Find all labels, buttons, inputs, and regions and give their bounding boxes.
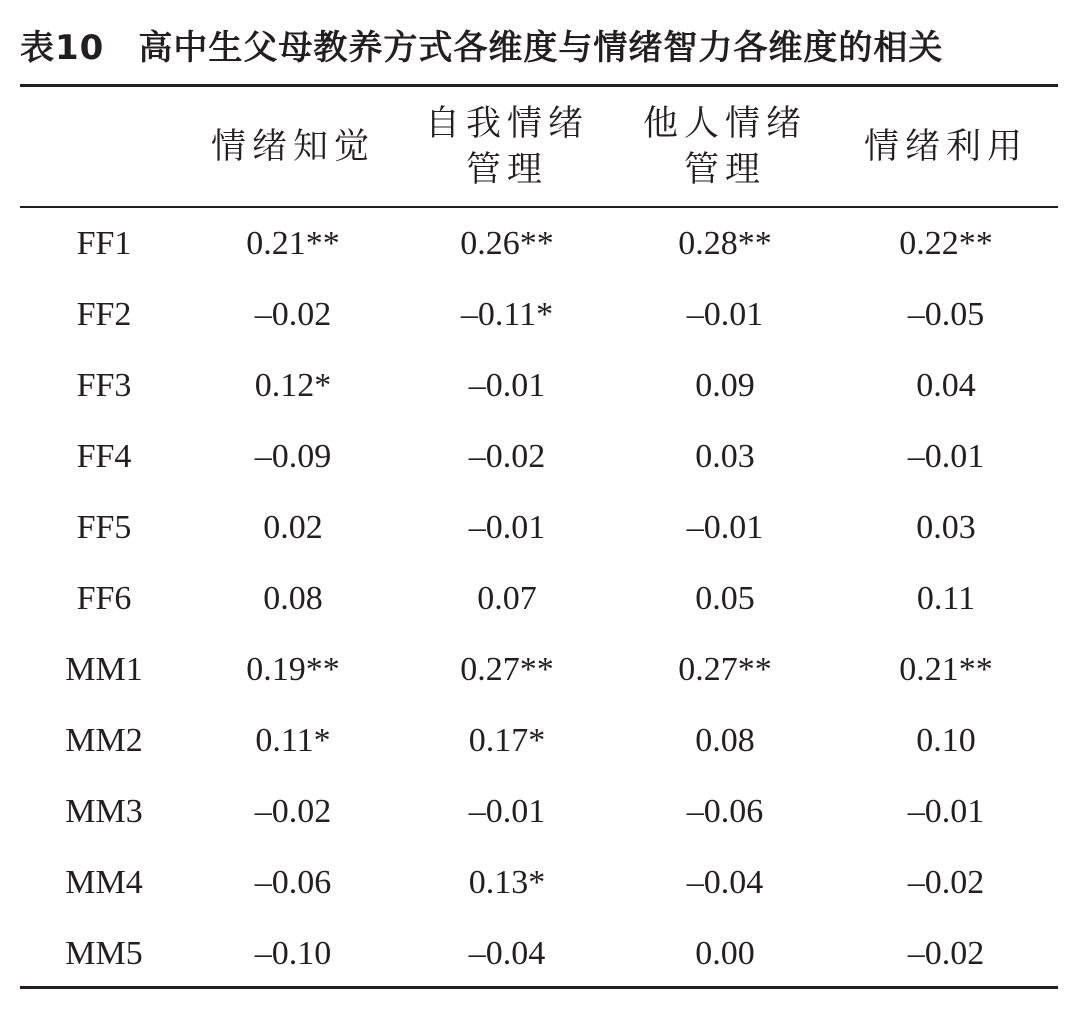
header-cell-others-emotion-management (616, 88, 834, 206)
table-cell: 0.12* (254, 366, 332, 404)
row-label: FF3 (76, 366, 132, 404)
table-cell: 0.17* (468, 721, 546, 759)
table-cell: 0.04 (916, 366, 976, 404)
table-number: 表10 (20, 27, 105, 68)
table-cell: –0.10 (254, 934, 332, 972)
table-cell: 0.05 (695, 579, 755, 617)
table-cell: 0.11 (916, 579, 976, 617)
table-row (20, 918, 1058, 989)
table-row (20, 279, 1058, 350)
table-row (20, 208, 1058, 279)
table-row (20, 350, 1058, 421)
table-cell: 0.27** (678, 650, 772, 688)
table-cell: –0.02 (907, 863, 985, 901)
header-cell-self-emotion-management (398, 88, 616, 206)
table-cell: –0.04 (468, 934, 546, 972)
table-cell: 0.22** (899, 224, 993, 262)
table-cell: 0.03 (695, 437, 755, 475)
table-cell: 0.19** (246, 650, 340, 688)
table-header (20, 88, 1058, 206)
table-cell: –0.01 (468, 366, 546, 404)
row-label: FF6 (76, 579, 132, 617)
table-cell: 0.08 (263, 579, 323, 617)
table-cell: 0.11* (255, 721, 331, 759)
row-label: MM4 (65, 863, 143, 901)
header-line: 情绪知觉 (210, 127, 375, 167)
table-row (20, 705, 1058, 776)
table-cell: 0.27** (460, 650, 554, 688)
header-cell-empty (20, 88, 188, 206)
table-cell: –0.02 (254, 295, 332, 333)
table-cell: 0.08 (695, 721, 755, 759)
row-label: FF4 (76, 437, 132, 475)
header-cell-emotion-use (834, 88, 1058, 206)
table-cell: –0.06 (254, 863, 332, 901)
table-cell: 0.13* (468, 863, 546, 901)
row-label: FF1 (76, 224, 132, 262)
row-label: MM1 (65, 650, 143, 688)
table-cell: 0.02 (263, 508, 323, 546)
table-row (20, 421, 1058, 492)
table-cell: –0.01 (907, 437, 985, 475)
table-cell: –0.09 (254, 437, 332, 475)
table-cell: 0.00 (695, 934, 755, 972)
table-body (20, 208, 1058, 986)
header-cell-emotion-perception (188, 88, 398, 206)
table-cell: –0.04 (686, 863, 764, 901)
table-cell: –0.01 (686, 508, 764, 546)
table-cell: 0.07 (477, 579, 537, 617)
bottom-rule (20, 986, 1058, 989)
table-cell: 0.28** (678, 224, 772, 262)
table-cell: –0.02 (468, 437, 546, 475)
row-label: FF5 (76, 508, 132, 546)
table-caption (20, 14, 1060, 74)
table-cell: –0.01 (907, 792, 985, 830)
table-row (20, 776, 1058, 847)
row-label: MM3 (65, 792, 143, 830)
table-cell: –0.06 (686, 792, 764, 830)
table-cell: 0.03 (916, 508, 976, 546)
table-cell: 0.10 (916, 721, 976, 759)
row-label: MM5 (65, 934, 143, 972)
table-cell: –0.02 (254, 792, 332, 830)
table-cell: 0.21** (899, 650, 993, 688)
table-cell: –0.01 (468, 508, 546, 546)
table-cell: –0.01 (686, 295, 764, 333)
table-row (20, 634, 1058, 705)
header-line: 情绪利用 (863, 127, 1028, 167)
header-line: 管理 (465, 150, 548, 190)
table-row (20, 847, 1058, 918)
table-cell: 0.09 (695, 366, 755, 404)
table-cell: 0.26** (460, 224, 554, 262)
row-label: MM2 (65, 721, 143, 759)
table-cell: –0.02 (907, 934, 985, 972)
table-cell: –0.05 (907, 295, 985, 333)
table-title: 高中生父母教养方式各维度与情绪智力各维度的相关 (138, 27, 944, 68)
table-cell: 0.21** (246, 224, 340, 262)
table-cell: –0.01 (468, 792, 546, 830)
table-row (20, 563, 1058, 634)
table-row (20, 492, 1058, 563)
table-cell: –0.11* (460, 295, 554, 333)
top-rule (20, 84, 1058, 87)
header-line: 自我情绪 (424, 104, 589, 144)
header-line: 他人情绪 (642, 104, 807, 144)
row-label: FF2 (76, 295, 132, 333)
header-line: 管理 (683, 150, 766, 190)
